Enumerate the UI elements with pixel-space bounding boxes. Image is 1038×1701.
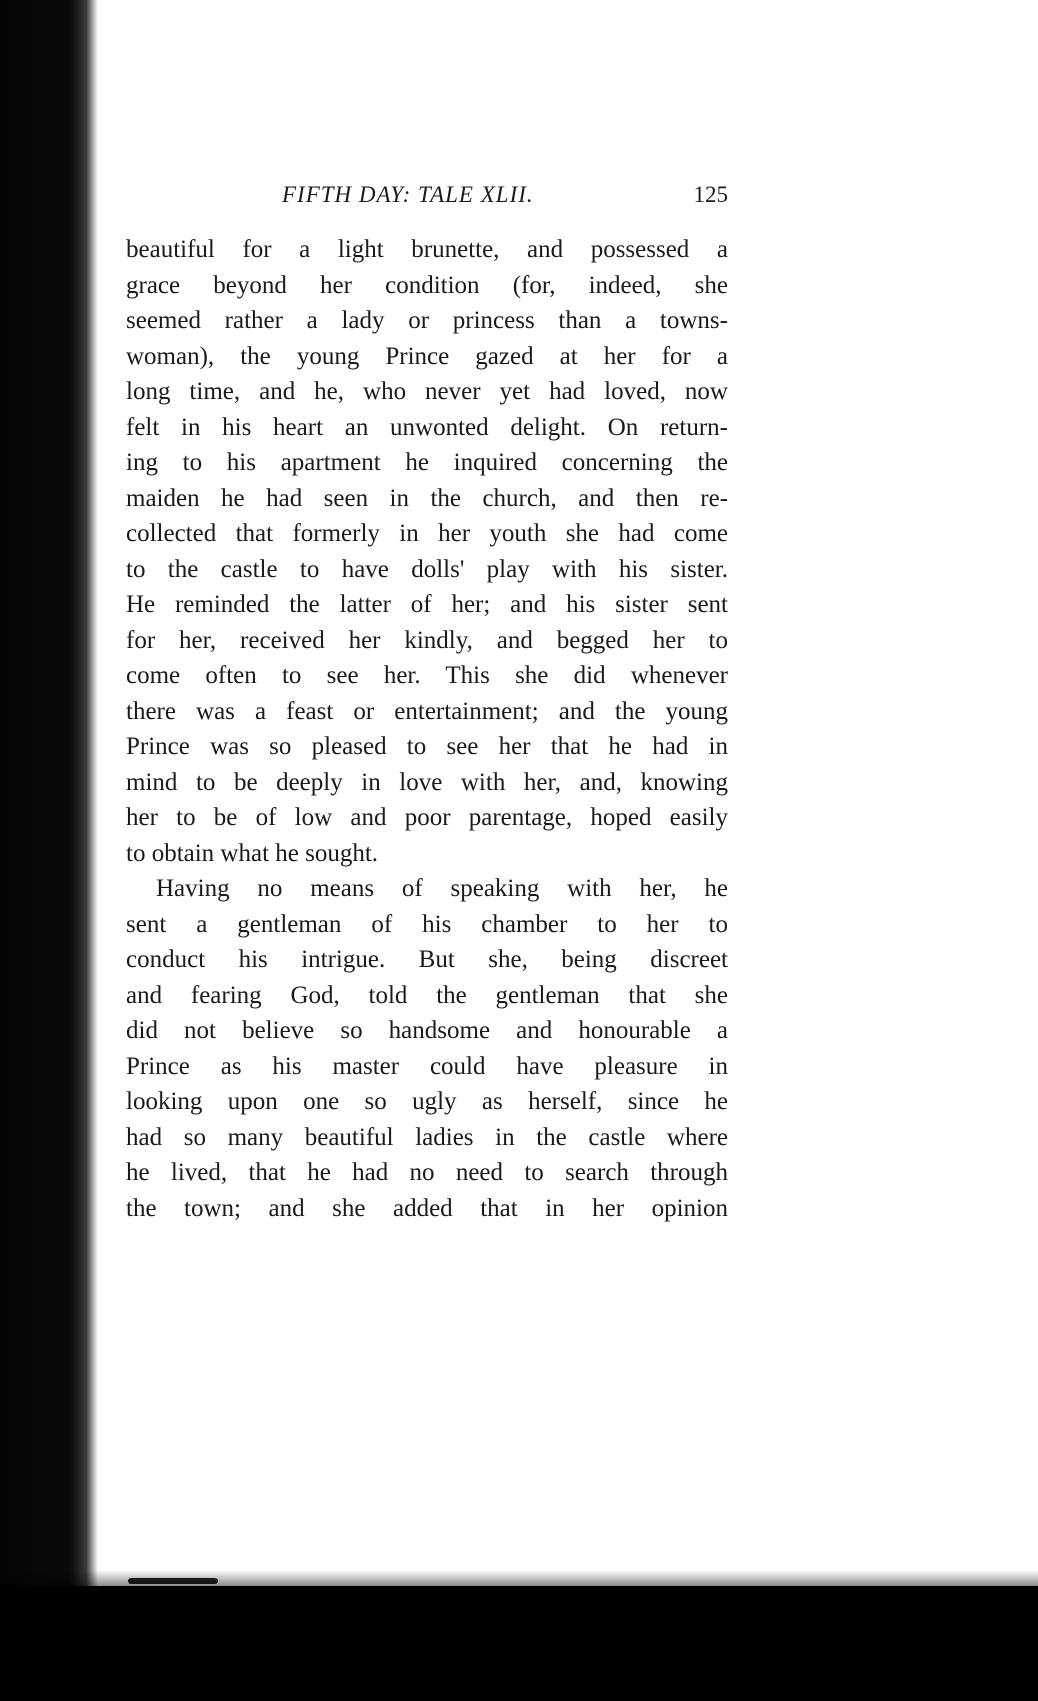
text-line: he lived, that he had no need to search through: [126, 1159, 728, 1186]
scan-binding-edge: [0, 0, 98, 1701]
text-line: He reminded the latter of her; and his sister sent: [126, 591, 728, 618]
text-line: there was a feast or entertainment; and the young: [126, 697, 728, 725]
text-line: did not believe so handsome and honourable a: [126, 1017, 728, 1044]
paragraph-start-line: Having no means of speaking with her, he: [156, 875, 728, 902]
text-line: for her, received her kindly, and begged her to: [126, 626, 728, 654]
text-line: had so many beautiful ladies in the castle where: [126, 1123, 728, 1151]
page-number: 125: [693, 182, 728, 207]
text-line: felt in his heart an unwonted delight. On return-: [126, 413, 728, 441]
text-line: beautiful for a light brunette, and possessed a: [126, 236, 728, 263]
text-line: Prince as his master could have pleasure in: [126, 1052, 728, 1080]
text-line: collected that formerly in her youth she had come: [126, 520, 728, 547]
text-line: and fearing God, told the gentleman that she: [126, 981, 728, 1009]
text-line: Prince was so pleased to see her that he had in: [126, 733, 728, 760]
running-head-title: FIFTH DAY: TALE XLII.: [282, 182, 534, 207]
body-text: [126, 232, 728, 1226]
text-line: grace beyond her condition (for, indeed, she: [126, 271, 728, 299]
paragraph-end-line: to obtain what he sought.: [126, 839, 379, 867]
text-line: ing to his apartment he inquired concerning the: [126, 449, 728, 476]
text-line: looking upon one so ugly as herself, since he: [126, 1088, 728, 1115]
text-line: mind to be deeply in love with her, and, knowing: [126, 768, 728, 796]
text-line: woman), the young Prince gazed at her for a: [126, 342, 728, 370]
text-line: maiden he had seen in the church, and then re-: [126, 484, 728, 512]
text-line: to the castle to have dolls' play with his sister.: [126, 555, 728, 583]
text-line: the town; and she added that in her opinion: [126, 1194, 728, 1222]
scan-bottom-edge: [0, 1586, 1038, 1701]
running-head: [126, 178, 728, 218]
text-line: seemed rather a lady or princess than a towns-: [126, 307, 728, 334]
text-line: sent a gentleman of his chamber to her to: [126, 910, 728, 938]
text-line: conduct his intrigue. But she, being discreet: [126, 946, 728, 973]
text-line: come often to see her. This she did whenever: [126, 662, 728, 689]
text-line: long time, and he, who never yet had loved, now: [126, 378, 728, 405]
text-line: her to be of low and poor parentage, hoped easily: [126, 804, 728, 831]
